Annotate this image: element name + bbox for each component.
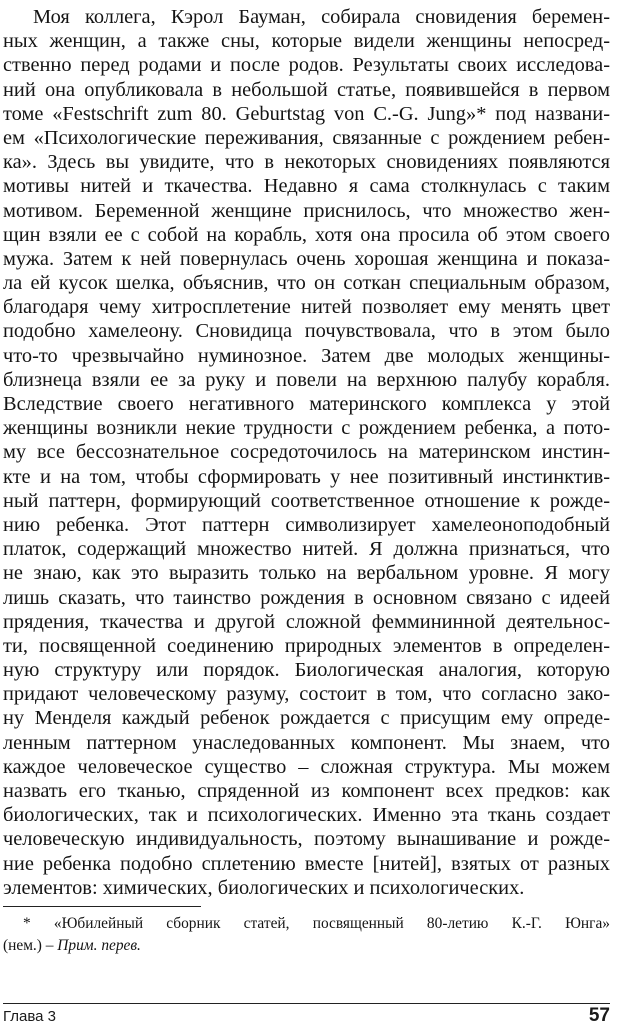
footnote-line bbox=[3, 935, 610, 957]
text-line: щин взяли ее с собой на корабль, хотя она просила об этом своего bbox=[3, 223, 610, 246]
text-line: нию ребенка. Этот паттерн символизирует хамелеоноподобный bbox=[3, 513, 610, 536]
footnote bbox=[3, 913, 610, 957]
footnote-separator bbox=[3, 906, 201, 907]
text-line: мотивом. Беременной женщине приснилось, что множество жен- bbox=[3, 199, 610, 222]
text-line: ных женщин, а также сны, которые видели женщины непосред- bbox=[3, 30, 610, 53]
text-line: ние ребенка подобно сплетению вместе [нитей], взятых от разных bbox=[3, 852, 610, 875]
text-line: ла ей кусок шелка, объяснив, что он соткан специальным образом, bbox=[3, 272, 610, 295]
text-line: каждое человеческое существо – сложная структура. Мы можем bbox=[3, 755, 610, 778]
text-line: прядения, ткачества и другой сложной феммининной деятельнос- bbox=[3, 610, 610, 633]
text-line: благодаря чему хитросплетение нитей позволяет ему менять цвет bbox=[3, 296, 610, 319]
text-line: ный паттерн, формирующий соответственное отношение к рожде- bbox=[3, 489, 610, 512]
text-line: ственно перед родами и после родов. Результаты своих исследова- bbox=[3, 54, 610, 77]
text-line: томе «Festschrift zum 80. Geburtstag von C.-G. Jung»* под названи- bbox=[3, 102, 610, 125]
translator-note: Прим. перев. bbox=[57, 937, 141, 954]
text-line: ленным паттерном унаследованных компонент. Мы знаем, что bbox=[3, 731, 610, 754]
text-line: Моя коллега, Кэрол Бауман, собирала сновидения беремен- bbox=[33, 6, 610, 28]
text-line: назвать его тканью, спряденной из компонент всех предков: как bbox=[3, 780, 610, 802]
text-line: человеческую индивидуальность, поэтому вынашивание и рожде- bbox=[3, 828, 610, 851]
text-line: мотивы нитей и ткачества. Недавно я сама столкнулась с таким bbox=[3, 175, 610, 198]
text-line: ну Менделя каждый ребенок рождается с присущим ему опреде- bbox=[3, 707, 610, 730]
text-line: ка». Здесь вы увидите, что в некоторых сновидениях появляются bbox=[3, 151, 610, 174]
text-line: элементов: химических, биологических и психологических. bbox=[3, 876, 525, 899]
text-line: му все бессознательное сосредоточилось на материнском инстин- bbox=[3, 441, 610, 464]
text-line: кте и на том, чтобы сформировать у нее позитивный инстинктив- bbox=[3, 465, 610, 488]
text-line: что-то чрезвычайно нуминозное. Затем две молодых женщины- bbox=[3, 344, 610, 367]
text-line: придают человеческому разуму, состоит в том, что согласно зако- bbox=[3, 683, 610, 706]
text-line: ти, посвященной соединению природных элементов в определен- bbox=[3, 634, 610, 657]
footnote-line: * «Юбилейный сборник статей, посвященный 80-летию К.-Г. Юнга» bbox=[23, 915, 610, 932]
footer-rule bbox=[3, 1003, 610, 1004]
footnote-lang-note: (нем.) – bbox=[3, 937, 58, 954]
text-line: мужа. Затем к ней повернулась очень хорошая женщина и показа- bbox=[3, 247, 610, 270]
text-line: ний она опубликовала в небольшой статье, появившейся в первом bbox=[3, 78, 610, 101]
text-line: лишь сказать, что таинство рождения в основном связано с идеей bbox=[3, 586, 610, 609]
main-paragraph bbox=[3, 5, 610, 900]
text-line: женщины возникли некие трудности с рождением ребенка, а пото- bbox=[3, 417, 610, 440]
text-line: биологических, так и психологических. Именно эта ткань создает bbox=[3, 804, 610, 827]
text-line: платок, содержащий множество нитей. Я должна признаться, что bbox=[3, 538, 610, 561]
text-line: подобно хамелеону. Сновидица почувствовала, что в этом было bbox=[3, 320, 610, 343]
text-line: близнеца взяли ее за руку и повели на верхнюю палубу корабля. bbox=[3, 368, 610, 391]
chapter-label: Глава 3 bbox=[3, 1008, 57, 1025]
text-line: ную структуру или порядок. Биологическая аналогия, которую bbox=[3, 659, 610, 682]
text-line: не знаю, как это выразить только на вербальном уровне. Я могу bbox=[3, 562, 610, 585]
text-line: ем «Психологические переживания, связанные с рождением ребен- bbox=[3, 126, 610, 149]
text-line: Вследствие своего негативного материнского комплекса у этой bbox=[3, 393, 610, 415]
page-number: 57 bbox=[588, 1005, 610, 1026]
